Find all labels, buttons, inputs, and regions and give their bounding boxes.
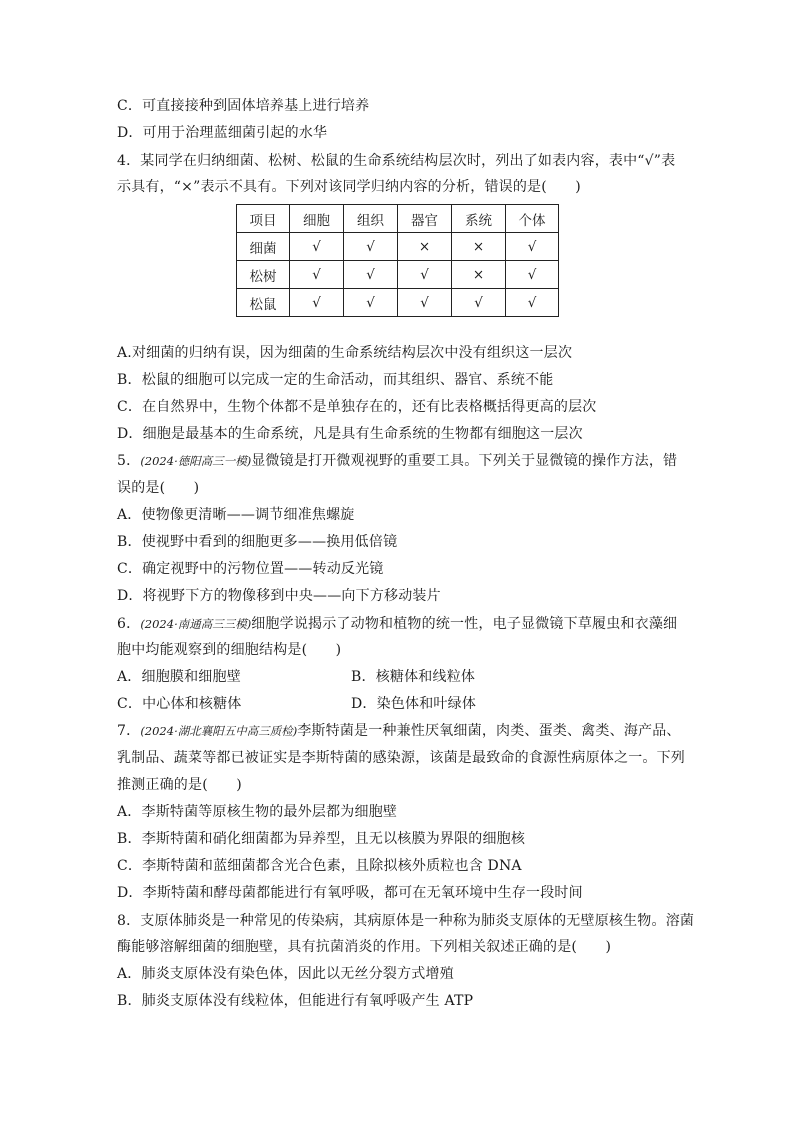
q8-stem-line2: 酶能够溶解细菌的细胞壁，具有抗菌消炎的作用。下列相关叙述正确的是( ) bbox=[117, 939, 612, 955]
q5-stem-line2: 误的是( ) bbox=[117, 480, 200, 496]
question-stem: 细胞学说揭示了动物和植物的统一性，电子显微镜下草履虫和衣藻细 bbox=[251, 616, 678, 632]
table-header: 组织 bbox=[344, 205, 398, 233]
table-header: 项目 bbox=[237, 205, 290, 233]
q4-option-a: A.对细菌的归纳有误，因为细菌的生命系统结构层次中没有组织这一层次 bbox=[117, 345, 573, 361]
structure-table bbox=[236, 204, 559, 317]
question-number: 6． bbox=[117, 616, 141, 632]
table-cell: 松树 bbox=[237, 261, 290, 289]
table-header: 个体 bbox=[506, 205, 559, 233]
q6-option-d: D．染色体和叶绿体 bbox=[351, 696, 477, 712]
table-cell: √ bbox=[344, 261, 398, 289]
table-cell: √ bbox=[506, 233, 559, 261]
q7-option-a: A．李斯特菌等原核生物的最外层都为细胞壁 bbox=[117, 804, 398, 820]
q6-option-c: C．中心体和核糖体 bbox=[117, 696, 242, 712]
table-cell: √ bbox=[344, 233, 398, 261]
table-header: 系统 bbox=[452, 205, 506, 233]
q7-option-b: B．李斯特菌和硝化细菌都为异养型，且无以核膜为界限的细胞核 bbox=[117, 831, 526, 847]
q6-stem-line2: 胞中均能观察到的细胞结构是( ) bbox=[117, 642, 342, 658]
q3-option-c: C．可直接接种到固体培养基上进行培养 bbox=[117, 98, 370, 114]
question-stem: 李斯特菌是一种兼性厌氧细菌，肉类、蛋类、禽类、海产品、 bbox=[297, 723, 681, 739]
question-stem: 显微镜是打开微观视野的重要工具。下列关于显微镜的操作方法，错 bbox=[251, 453, 678, 469]
table-cell: × bbox=[452, 261, 506, 289]
table-cell: × bbox=[398, 233, 452, 261]
table-row bbox=[237, 289, 559, 317]
q6-option-b: B．核糖体和线粒体 bbox=[351, 669, 476, 685]
table-cell: √ bbox=[398, 261, 452, 289]
q4-option-c: C．在自然界中，生物个体都不是单独存在的，还有比表格概括得更高的层次 bbox=[117, 399, 597, 415]
q7-stem-line3: 推测正确的是( ) bbox=[117, 777, 242, 793]
table-cell: √ bbox=[344, 289, 398, 317]
question-source: (2024·湖北襄阳五中高三质检) bbox=[140, 724, 298, 738]
table-row bbox=[237, 233, 559, 261]
q8-option-a: A．肺炎支原体没有染色体，因此以无丝分裂方式增殖 bbox=[117, 966, 454, 982]
table-cell: √ bbox=[506, 261, 559, 289]
table-cell: × bbox=[452, 233, 506, 261]
q6-stem-line1 bbox=[117, 614, 677, 634]
q4-stem-line1: 4．某同学在归纳细菌、松树、松鼠的生命系统结构层次时，列出了如表内容，表中“√”表 bbox=[117, 153, 676, 169]
q5-stem-line1 bbox=[117, 451, 677, 471]
table-cell: 松鼠 bbox=[237, 289, 290, 317]
q7-option-d: D．李斯特菌和酵母菌都能进行有氧呼吸，都可在无氧环境中生存一段时间 bbox=[117, 885, 583, 901]
table-header-row bbox=[237, 205, 559, 233]
q6-option-a: A．细胞膜和细胞壁 bbox=[117, 669, 241, 685]
table-header: 细胞 bbox=[290, 205, 344, 233]
q4-option-b: B．松鼠的细胞可以完成一定的生命活动，而其组织、器官、系统不能 bbox=[117, 372, 554, 388]
table-cell: 细菌 bbox=[237, 233, 290, 261]
question-number: 7． bbox=[117, 723, 141, 739]
q8-stem-line1: 8．支原体肺炎是一种常见的传染病，其病原体是一种称为肺炎支原体的无壁原核生物。溶菌 bbox=[117, 913, 695, 929]
table-cell: √ bbox=[506, 289, 559, 317]
table-cell: √ bbox=[290, 289, 344, 317]
question-source: (2024·德阳高三一模) bbox=[140, 454, 252, 468]
q4-stem-line2: 示具有，“×”表示不具有。下列对该同学归纳内容的分析，错误的是( ) bbox=[117, 179, 581, 195]
table-cell: √ bbox=[290, 233, 344, 261]
question-source: (2024·南通高三三模) bbox=[140, 617, 252, 631]
q5-option-c: C．确定视野中的污物位置——转动反光镜 bbox=[117, 561, 384, 577]
table-row bbox=[237, 261, 559, 289]
q7-stem-line2: 乳制品、蔬菜等都已被证实是李斯特菌的感染源，该菌是最致命的食源性病原体之一。下列 bbox=[117, 750, 685, 766]
q4-option-d: D．细胞是最基本的生命系统，凡是具有生命系统的生物都有细胞这一层次 bbox=[117, 426, 583, 442]
table-cell: √ bbox=[290, 261, 344, 289]
q5-option-a: A．使物像更清晰——调节细准焦螺旋 bbox=[117, 507, 355, 523]
table-cell: √ bbox=[398, 289, 452, 317]
q7-stem-line1 bbox=[117, 721, 681, 741]
q5-option-d: D．将视野下方的物像移到中央——向下方移动装片 bbox=[117, 588, 441, 604]
question-number: 5． bbox=[117, 453, 141, 469]
q5-option-b: B．使视野中看到的细胞更多——换用低倍镜 bbox=[117, 534, 398, 550]
table-header: 器官 bbox=[398, 205, 452, 233]
q3-option-d: D．可用于治理蓝细菌引起的水华 bbox=[117, 125, 328, 141]
table-cell: √ bbox=[452, 289, 506, 317]
q8-option-b: B．肺炎支原体没有线粒体，但能进行有氧呼吸产生 ATP bbox=[117, 993, 474, 1009]
q7-option-c: C．李斯特菌和蓝细菌都含光合色素，且除拟核外质粒也含 DNA bbox=[117, 858, 522, 874]
